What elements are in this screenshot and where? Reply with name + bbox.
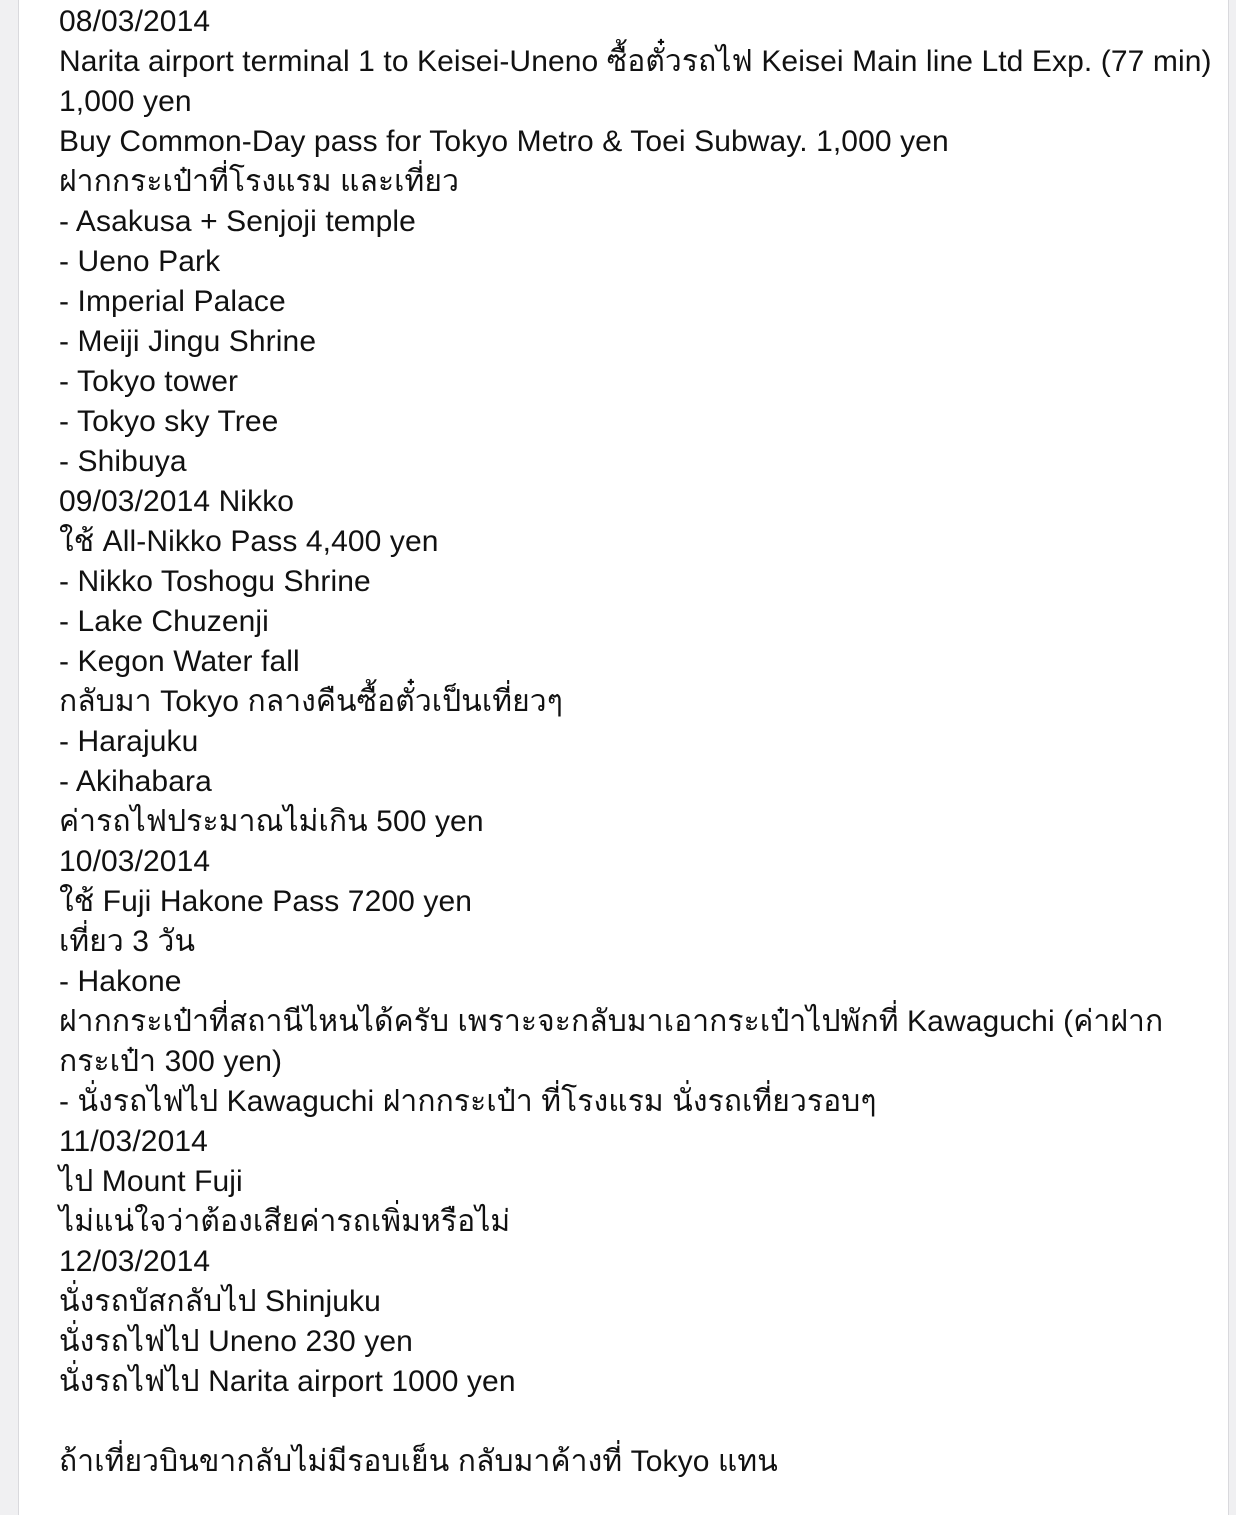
note-line: นั่งรถไฟไป Narita airport 1000 yen — [59, 1365, 516, 1398]
blank-line — [59, 1402, 1219, 1442]
list-item: - Asakusa + Senjoji temple — [59, 205, 416, 238]
list-item: - Tokyo sky Tree — [59, 405, 279, 438]
note-line: ค่ารถไฟประมาณไม่เกิน 500 yen — [59, 805, 484, 838]
note-line: นั่งรถไฟไป Uneno 230 yen — [59, 1325, 413, 1358]
list-item: - Meiji Jingu Shrine — [59, 325, 317, 358]
note-line: ฝากกระเป๋าที่สถานีไหนได้ครับ เพราะจะกลับมาเอากระเป๋าไปพักที่ Kawaguchi (ค่าฝากกระเป๋า 300 yen) — [59, 1005, 1164, 1078]
note-body[interactable] — [59, 2, 1219, 1482]
list-item: - Imperial Palace — [59, 285, 286, 318]
note-line: ถ้าเที่ยวบินขากลับไม่มีรอบเย็น กลับมาค้างที่ Tokyo แทน — [59, 1445, 778, 1478]
note-line: ไม่แน่ใจว่าต้องเสียค่ารถเพิ่มหรือไม่ — [59, 1205, 511, 1238]
date-heading: 09/03/2014 Nikko — [59, 485, 295, 518]
list-item: - Nikko Toshogu Shrine — [59, 565, 371, 598]
date-heading: 11/03/2014 — [59, 1125, 208, 1158]
note-line: เที่ยว 3 วัน — [59, 925, 196, 958]
list-item: - Lake Chuzenji — [59, 605, 269, 638]
note-line: กลับมา Tokyo กลางคืนซื้อตั๋วเป็นเที่ยวๆ — [59, 685, 563, 718]
note-line: ไป Mount Fuji — [59, 1165, 243, 1198]
note-line: นั่งรถบัสกลับไป Shinjuku — [59, 1285, 381, 1318]
date-heading: 12/03/2014 — [59, 1245, 211, 1278]
note-line: ใช้ Fuji Hakone Pass 7200 yen — [59, 885, 473, 918]
list-item: - Kegon Water fall — [59, 645, 300, 678]
note-line: ใช้ All-Nikko Pass 4,400 yen — [59, 525, 439, 558]
note-line: Narita airport terminal 1 to Keisei-Uneno ซื้อตั๋วรถไฟ Keisei Main line Ltd Exp. (77 min) 1,000 yen — [59, 45, 1212, 118]
note-page — [18, 0, 1229, 1515]
list-item: - นั่งรถไฟไป Kawaguchi ฝากกระเป๋า ที่โรงแรม นั่งรถเที่ยวรอบๆ — [59, 1085, 877, 1118]
list-item: - Hakone — [59, 965, 182, 998]
note-line: Buy Common-Day pass for Tokyo Metro & Toei Subway. 1,000 yen — [59, 125, 949, 158]
list-item: - Shibuya — [59, 445, 187, 478]
date-heading: 08/03/2014 — [59, 5, 211, 38]
note-line: ฝากกระเป๋าที่โรงแรม และเที่ยว — [59, 165, 460, 198]
list-item: - Tokyo tower — [59, 365, 239, 398]
date-heading: 10/03/2014 — [59, 845, 211, 878]
list-item: - Akihabara — [59, 765, 212, 798]
list-item: - Harajuku — [59, 725, 199, 758]
list-item: - Ueno Park — [59, 245, 221, 278]
